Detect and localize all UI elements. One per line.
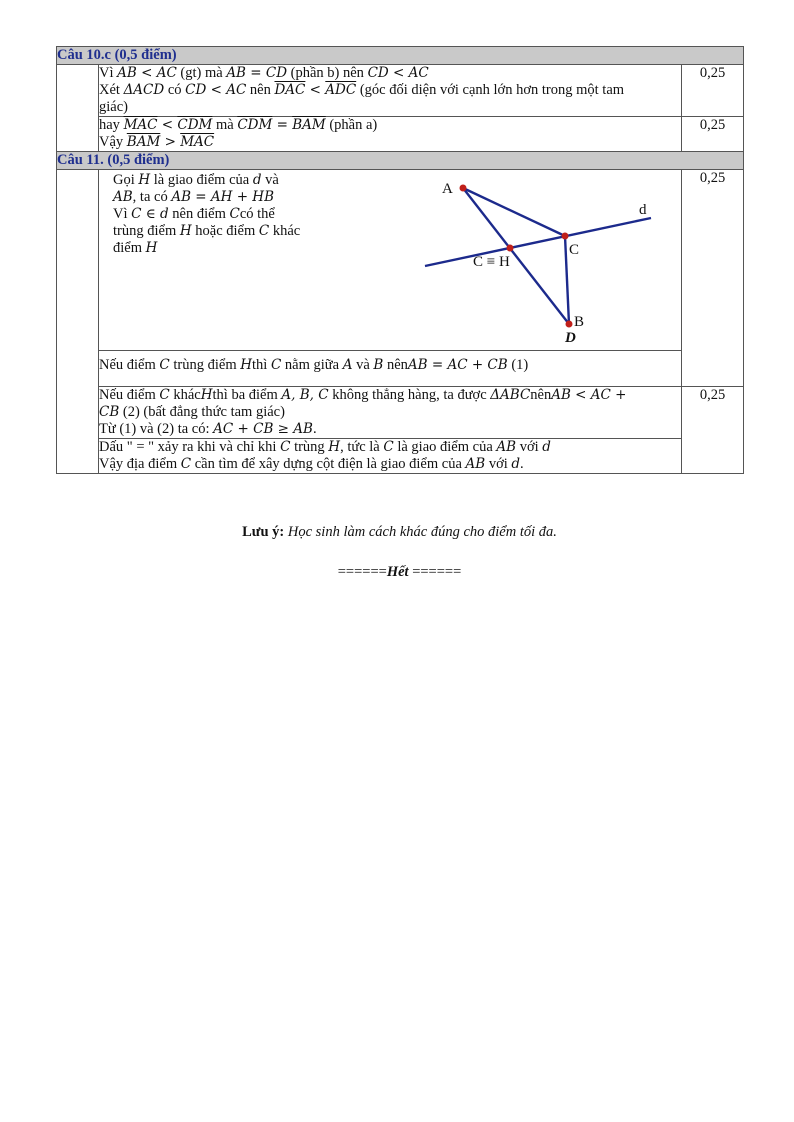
q11-conclusion-line1: Dấu " = " xảy ra khi và chỉ khi C trùng H, tức là C là giao điểm của AB với d <box>99 439 551 455</box>
q11-case2-line3: Từ (1) và (2) ta có: AC + CB ≥ AB. <box>99 421 317 437</box>
q10c-row2-line1: hay $\overline{MAC} < \overline{CDM}$ mà $\overline{CDM} = \overline{BAM}$ (phần a) <box>99 117 378 133</box>
end-word: Hết <box>386 564 409 580</box>
q10c-row1-line1: Vì AB < AC (gt) mà AB = CD (phần b) nên CD < AC <box>99 65 429 81</box>
q10c-row2-line2: Vậy $\overline{BAM} > \overline{MAC}$ <box>99 134 215 150</box>
geometry-figure <box>369 174 647 346</box>
q11-case2-line1: Nếu điểm C khácHthì ba điểm A, B, C không thẳng hàng, ta được ΔABCnênAB < AC + <box>99 387 627 403</box>
point-h <box>507 245 514 252</box>
q11-text-line1: Gọi H là giao điểm của d và <box>113 172 279 188</box>
q11-row-figure <box>57 170 744 351</box>
q11-text-line3: Vì C ∈ d nên điểm Ccó thể <box>113 206 275 222</box>
label-a: A <box>442 181 453 197</box>
q11-figure-cell <box>99 170 682 351</box>
q11-blank-cell <box>57 170 99 474</box>
q11-conclusion-cell <box>99 439 682 474</box>
label-c: C <box>569 242 580 258</box>
q10c-row1-content <box>99 65 682 117</box>
line-d <box>425 218 651 266</box>
q11-case2-cell <box>99 387 682 439</box>
q11-conclusion-line2: Vậy địa điểm C cần tìm để xây dựng cột điện là giao điểm của AB với d. <box>99 456 524 472</box>
note-line <box>56 524 743 541</box>
q11-case1-cell <box>99 351 682 387</box>
q11-block2-score: 0,25 <box>682 387 744 474</box>
q10c-row2-score: 0,25 <box>682 117 744 152</box>
q10c-header: Câu 10.c (0,5 điểm) <box>57 47 744 65</box>
end-marker: ======Hết ====== <box>337 564 462 580</box>
q11-text-line4: trùng điểm H hoặc điểm C khác <box>113 223 301 239</box>
note-text: Học sinh làm cách khác đúng cho điểm tối đa. <box>284 524 557 540</box>
q11-text-line2: AB, ta có AB = AH + HB <box>113 189 275 205</box>
q11-case1-line: Nếu điểm C trùng điểm Hthì C nằm giữa A và B nênAB = AC + CB (1) <box>99 357 529 373</box>
label-big-d: D <box>565 330 576 346</box>
q11-case2-line2: CB (2) (bất đẳng thức tam giác) <box>99 404 285 420</box>
q11-header-row <box>57 152 744 170</box>
q10c-row-2 <box>57 117 744 152</box>
q10c-blank-cell <box>57 65 99 152</box>
q10c-header-row <box>57 47 744 65</box>
q11-header: Câu 11. (0,5 điểm) <box>57 152 744 170</box>
q11-row-case1 <box>57 351 744 387</box>
q11-block1-score: 0,25 <box>682 170 744 387</box>
q11-explanation <box>113 172 343 257</box>
label-b: B <box>574 314 585 330</box>
point-c <box>562 233 569 240</box>
q10c-row2-content <box>99 117 682 152</box>
q11-row-case2 <box>57 387 744 439</box>
label-d: d <box>639 202 647 218</box>
note-label: Lưu ý: <box>242 524 285 540</box>
q10c-row1-line2: Xét ΔACD có CD < AC nên $\overline{DAC} < \overline{ADC}$ (góc đối diện với cạnh lớn hơn trong một tam <box>99 82 625 98</box>
label-c-equiv-h: C ≡ H <box>473 254 510 270</box>
q11-text-line5: điểm H <box>113 240 158 256</box>
answer-table <box>56 46 744 474</box>
answer-key-page <box>56 46 743 580</box>
q10c-row1-score: 0,25 <box>682 65 744 117</box>
q10c-row-1 <box>57 65 744 117</box>
q10c-row1-line3: giác) <box>99 99 128 115</box>
q11-row-conclusion <box>57 439 744 474</box>
point-a <box>460 185 467 192</box>
point-b <box>566 321 573 328</box>
segment-ac <box>463 188 565 236</box>
